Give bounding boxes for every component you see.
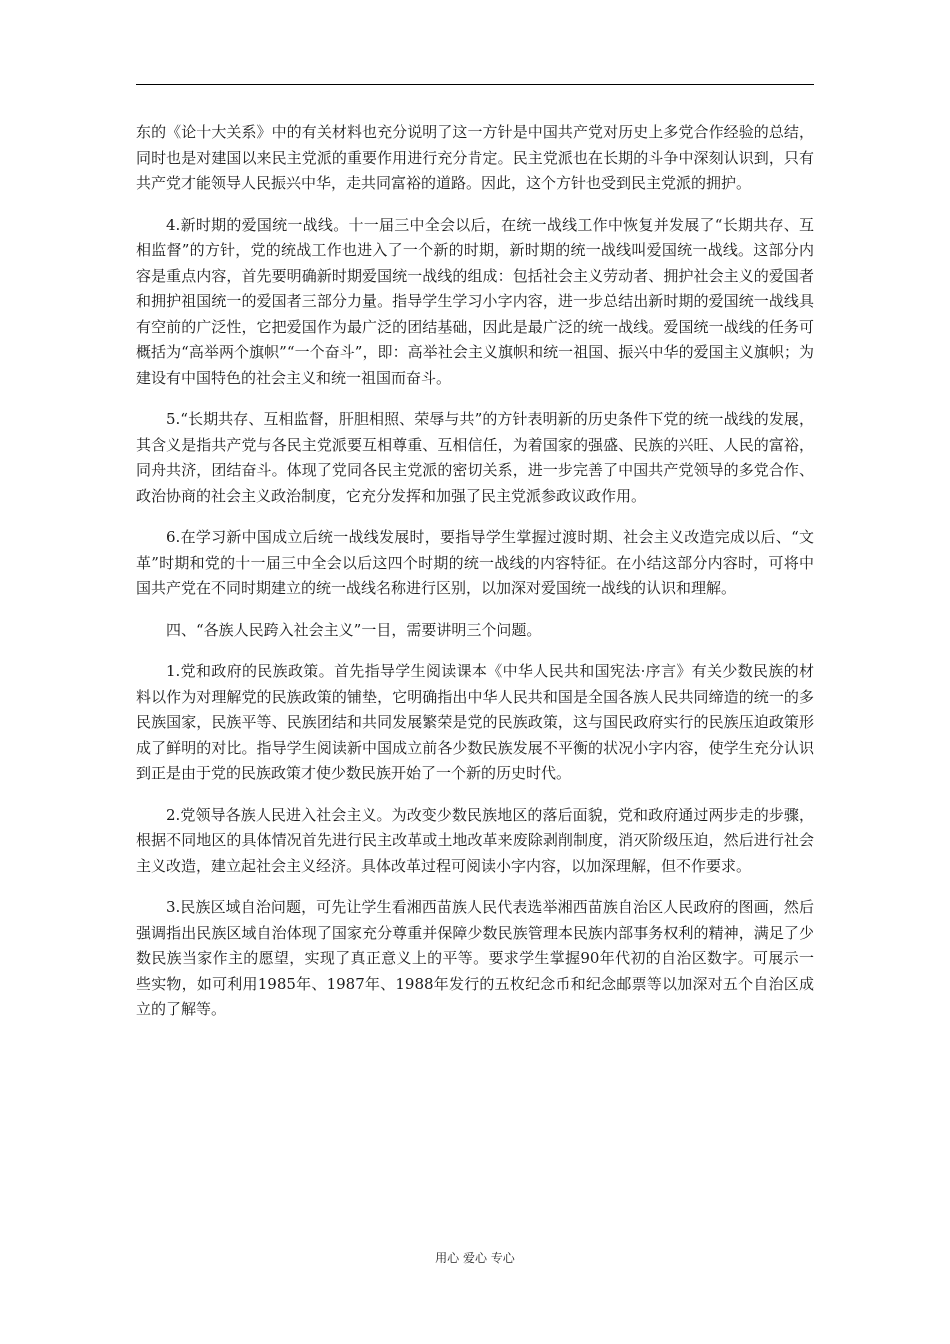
header-rule [136, 84, 814, 85]
paragraph-socialism-transition: 2.党领导各族人民进入社会主义。为改变少数民族地区的落后面貌，党和政府通过两步走的步骤，根据不同地区的具体情况首先进行民主改革或土地改革来废除剥削制度，消灭阶级压迫，然后进行社会主义改造，建立起社会主义经济。具体改革过程可阅读小字内容，以加深理解，但不作要求。 [136, 805, 814, 875]
paragraph-ethnic-policy: 1.党和政府的民族政策。首先指导学生阅读课本《中华人民共和国宪法·序言》有关少数民族的材料以作为对理解党的民族政策的铺垫，它明确指出中华人民共和国是全国各族人民共同缔造的统一的多民族国家，民族平等、民族团结和共同发展繁荣是党的民族政策，这与国民政府实行的民族压迫政策形成了鲜明的对比。指导学生阅读新中国成立前各少数民族发展不平衡的状况小字内容，使学生充分认识到正是由于党的民族政策才使少数民族开始了一个新的历史时代。 [136, 662, 814, 782]
section-heading-four: 四、“各族人民跨入社会主义”一目，需要讲明三个问题。 [166, 620, 542, 639]
document-body [136, 120, 814, 1039]
paragraph-continuation: 东的《论十大关系》中的有关材料也充分说明了这一方针是中国共产党对历史上多党合作经验的总结，同时也是对建国以来民主党派的重要作用进行充分肯定。民主党派也在长期的斗争中深刻认识到，只有共产党才能领导人民振兴中华，走共同富裕的道路。因此，这个方针也受到民主党派的拥护。 [136, 123, 814, 192]
paragraph-item-6: 6.在学习新中国成立后统一战线发展时，要指导学生掌握过渡时期、社会主义改造完成以后、“文革”时期和党的十一届三中全会以后这四个时期的统一战线的内容特征。在小结这部分内容时，可将中国共产党在不同时期建立的统一战线名称进行区别，以加深对爱国统一战线的认识和理解。 [136, 528, 814, 597]
page-footer: 用心 爱心 专心 [435, 1251, 515, 1265]
paragraph-item-4: 4.新时期的爱国统一战线。十一届三中全会以后，在统一战线工作中恢复并发展了“长期共存、互相监督”的方针，党的统战工作也进入了一个新的时期，新时期的统一战线叫爱国统一战线。这部分内容是重点内容，首先要明确新时期爱国统一战线的组成：包括社会主义劳动者、拥护社会主义的爱国者和拥护祖国统一的爱国者三部分力量。指导学生学习小字内容，进一步总结出新时期的爱国统一战线具有空前的广泛性，它把爱国作为最广泛的团结基础，因此是最广泛的统一战线。爱国统一战线的任务可概括为“高举两个旗帜”“一个奋斗”，即：高举社会主义旗帜和统一祖国、振兴中华的爱国主义旗帜；为建设有中国特色的社会主义和统一祖国而奋斗。 [136, 215, 814, 387]
paragraph-regional-autonomy: 3.民族区域自治问题，可先让学生看湘西苗族人民代表选举湘西苗族自治区人民政府的图画，然后强调指出民族区域自治体现了国家充分尊重并保障少数民族管理本民族内部事务权利的精神，满足了少数民族当家作主的愿望，实现了真正意义上的平等。要求学生掌握90年代初的自治区数字。可展示一些实物，如可利用1985年、1987年、1988年发行的五枚纪念币和纪念邮票等以加深对五个自治区成立的了解等。 [136, 898, 814, 1018]
paragraph-item-5: 5.“长期共存、互相监督，肝胆相照、荣辱与共”的方针表明新的历史条件下党的统一战线的发展，其含义是指共产党与各民主党派要互相尊重、互相信任，为着国家的强盛、民族的兴旺、人民的富裕，同舟共济，团结奋斗。体现了党同各民主党派的密切关系，进一步完善了中国共产党领导的多党合作、政治协商的社会主义政治制度，它充分发挥和加强了民主党派参政议政作用。 [136, 410, 814, 505]
